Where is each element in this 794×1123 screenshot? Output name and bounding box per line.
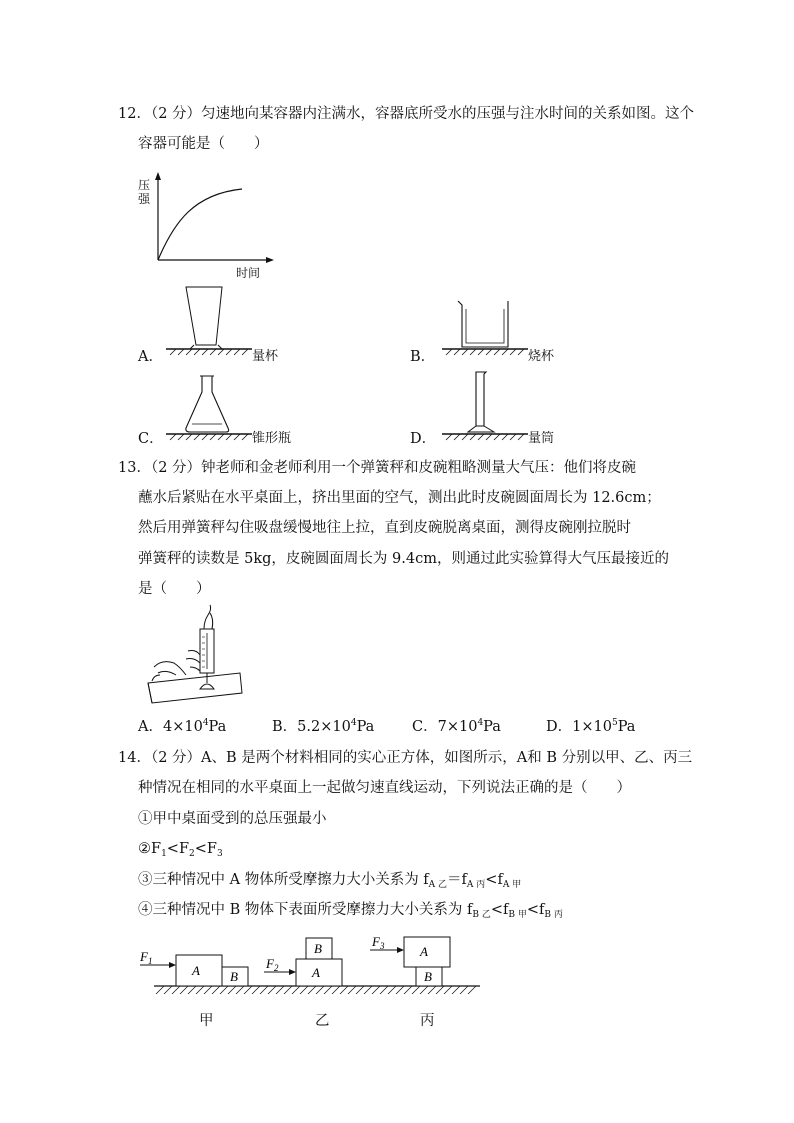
svg-text:B: B [230,969,238,984]
q13-line-2: 蘸水后紧贴在水平桌面上，挤出里面的空气，测出此时皮碗圆面周长为 12.6cm； [138,490,661,506]
q12-option-c-name: 锥形瓶 [252,431,292,446]
q13-option-d: D．$1\times 10^5Pa$ [546,718,636,735]
q12-option-d-figure [440,370,540,440]
graph-ylabel-2: 强 [138,192,151,206]
graph-xlabel: 时间 [236,266,261,280]
force-f3: $F_3$ [372,934,385,951]
q12-option-c-figure [164,370,264,440]
q12-option-b-name: 烧杯 [528,349,555,364]
q12-option-a-letter: A． [138,349,163,365]
caption-bing: 丙 [420,1013,435,1029]
caption-jia: 甲 [199,1013,214,1029]
q12-line-2: 容器可能是（ ） [138,136,269,152]
q13-option-b: B．$5.2\times 10^4Pa$ [272,718,375,735]
q13-line-4: 弹簧秤的读数是 5kg，皮碗圆面周长为 9.4cm，则通过此实验算得大气压最接近的 [138,551,669,567]
graph-ylabel-1: 压 [138,178,151,192]
q13-option-c: C．$7\times 10^4Pa$ [412,718,501,735]
q13-line-5: 是（ ） [138,581,211,597]
q13-experiment-figure [140,605,250,705]
q12-option-d-letter: D． [410,431,437,447]
graph-y-arrow [155,172,161,180]
left-hand [152,662,186,681]
svg-text:A: A [312,965,320,980]
q14-statement-4: ④三种情况中 B 物体下表面所受摩擦力大小关系为 $f_{B 乙}<f_{B 甲}<f_{B 丙}$ [138,902,563,920]
q13-line-1: 13．（2 分）钟老师和金老师利用一个弹簧秤和皮碗粗略测量大气压：他们将皮碗 [118,460,637,476]
q14-blocks-figure [138,928,478,998]
q13-line-3: 然后用弹簧秤勾住吸盘缓慢地往上拉，直到皮碗脱离桌面，测得皮碗刚拉脱时 [138,520,631,536]
q12-option-a-figure [164,285,264,355]
suction-cup [200,684,214,689]
q12-option-c-letter: C． [138,431,164,447]
q12-option-d-name: 量筒 [528,431,555,446]
q12-option-b-letter: B． [410,349,436,365]
q12-option-b-figure [440,285,540,355]
q14-line-1: 14．（2 分）A、B 是两个材料相同的实心正方体，如图所示，A和 B 分别以甲、乙、丙三 [118,750,693,766]
q14-statement-2: $②F_1<F_2<F_3$ [138,841,223,859]
pressure-time-graph [150,172,290,272]
q14-line-2: 种情况在相同的水平桌面上一起做匀速直线运动，下列说法正确的是（ ） [138,780,631,796]
graph-curve [158,189,242,260]
q13-option-a: A．$4\times 10^4Pa$ [138,718,227,735]
svg-text:A: A [420,944,428,959]
table-board [148,673,242,703]
force-f1: $F_1$ [140,949,153,966]
svg-text:A: A [192,963,200,978]
graph-x-arrow [266,257,274,263]
force-f2: $F_2$ [266,956,279,973]
svg-text:B: B [314,941,322,956]
right-hand [186,651,200,672]
svg-text:B: B [424,969,432,984]
caption-yi: 乙 [315,1013,330,1029]
q12-option-a-name: 量杯 [252,349,279,364]
q12-line-1: 12．（2 分）匀速地向某容器内注满水，容器底所受水的压强与注水时间的关系如图。这个 [118,106,695,122]
q14-statement-3: ③三种情况中 A 物体所受摩擦力大小关系为 $f_{A 乙}=f_{A 丙}<f_{A 甲}$ [138,872,522,890]
q14-statement-1: ①甲中桌面受到的总压强最小 [138,811,327,827]
